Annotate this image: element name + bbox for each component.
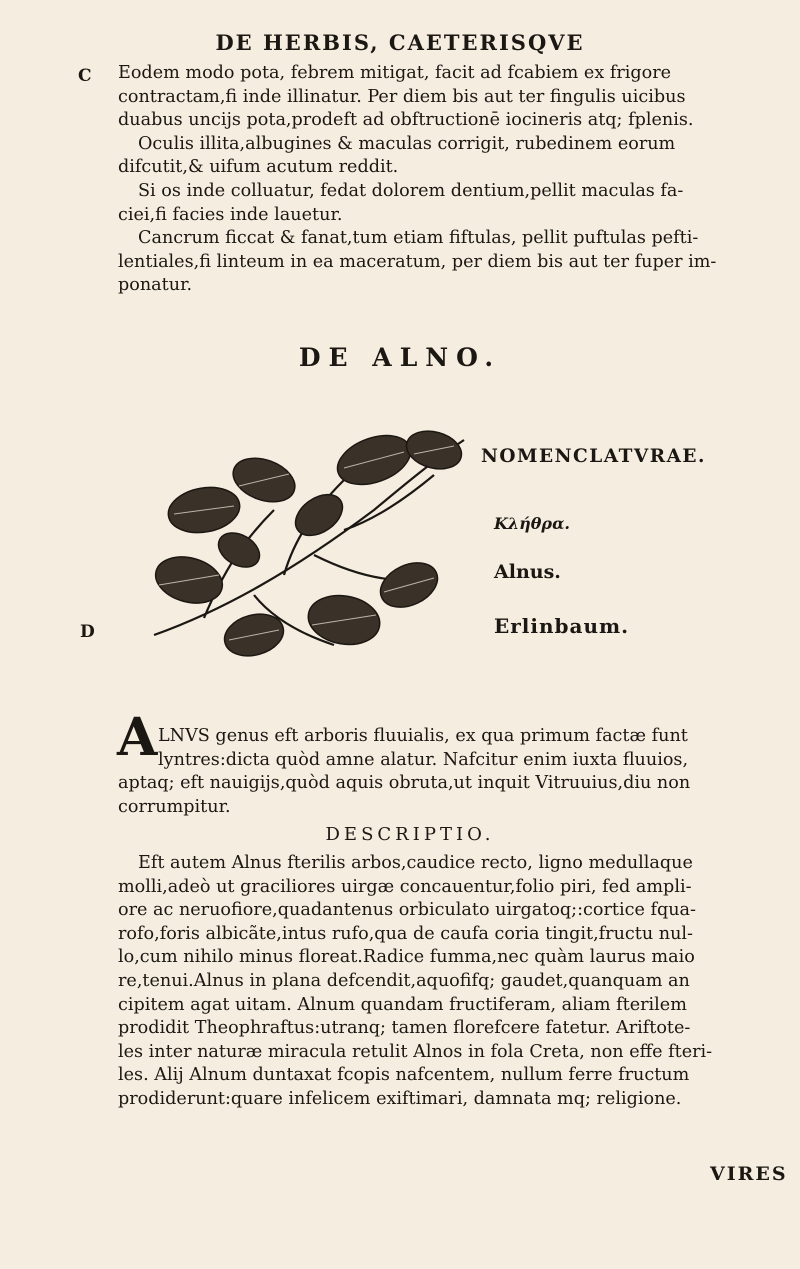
text-line: les inter naturæ miracula retulit Alnos in fola Creta, non effe fteri- — [118, 1041, 713, 1062]
alder-branch-woodcut — [144, 420, 474, 670]
text-line: LNVS genus eft arboris fluuialis, ex qua primum factæ funt — [158, 726, 688, 746]
text-line: cipitem agat uitam. Alnum quandam fructiferam, aliam fterilem — [118, 994, 687, 1015]
text-line: les. Alij Alnum duntaxat fcopis nafcentem, nullum ferre fructum — [118, 1065, 690, 1086]
descriptio-paragraph — [118, 852, 790, 1112]
text-line: Eft autem Alnus fterilis arbos,caudice recto, ligno medullaque — [138, 853, 693, 873]
margin-letter-d: D — [80, 622, 95, 642]
text-line: contractam,fi inde illinatur. Per diem bis aut ter fingulis uicibus — [118, 86, 686, 107]
drop-initial: A — [117, 707, 158, 768]
text-line: Eodem modo pota, febrem mitigat, facit ad fcabiem ex frigore — [118, 63, 672, 83]
text-line: Cancrum ficcat & fanat,tum etiam fiftulas, pellit puftulas pefti- — [138, 228, 699, 249]
alnus-paragraph — [118, 725, 790, 819]
latin-name: Alnus. — [494, 561, 561, 583]
text-line: rofo,foris albicãte,intus rufo,qua de caufa coria tingit,fructu nul- — [118, 923, 693, 944]
text-line: aptaq; eft nauigijs,quòd aquis obruta,ut inquit Vitruuius,diu non — [118, 773, 691, 794]
text-line: difcutit,& uifum acutum reddit. — [118, 157, 399, 178]
catchword: VIRES — [710, 1163, 788, 1185]
text-line: prodiderunt:quare infelicem exiftimari, damnata mq; religione. — [118, 1088, 682, 1109]
text-line: lo,cum nihilo minus floreat.Radice fumma,nec quàm laurus maio — [118, 947, 695, 968]
running-head: DE HERBIS, CAETERISQVE — [215, 30, 585, 55]
text-line: corrumpitur. — [118, 796, 231, 817]
text-line: ponatur. — [118, 275, 193, 296]
greek-name: Κλήθρα. — [494, 514, 570, 533]
text-line: lyntres:dicta quòd amne alatur. Nafcitur enim iuxta fluuios, — [158, 749, 689, 770]
text-line: molli,adeò ut graciliores uirgæ concauentur,folio piri, fed ampli- — [118, 876, 692, 897]
text-line: ciei,fi facies inde lauetur. — [118, 204, 343, 225]
section-title: DE ALNO. — [298, 343, 502, 372]
nomenclature-heading: NOMENCLATVRAE. — [481, 446, 706, 467]
descriptio-heading: DESCRIPTIO. — [325, 824, 495, 845]
text-line: re,tenui.Alnus in plana defcendit,aquofifq; gaudet,quanquam an — [118, 970, 690, 991]
text-line: ore ac neruofiore,quadantenus orbiculato uirgatoq;:cortice fqua- — [118, 900, 696, 921]
text-line: Oculis illita,albugines & maculas corrigit, rubedinem eorum — [138, 133, 676, 154]
top-paragraph — [118, 62, 788, 298]
text-line: prodidit Theophraftus:utranq; tamen florefcere fatetur. Ariftote- — [118, 1018, 691, 1039]
german-name: Erlinbaum. — [494, 614, 630, 638]
margin-letter-c: C — [78, 66, 92, 86]
text-line: Si os inde colluatur, fedat dolorem dentium,pellit maculas fa- — [138, 180, 684, 201]
text-line: lentiales,fi linteum in ea maceratum, per diem bis aut ter fuper im- — [118, 251, 717, 272]
text-line: duabus uncijs pota,prodeft ad obftructionē iocineris atq; fplenis. — [118, 110, 694, 131]
